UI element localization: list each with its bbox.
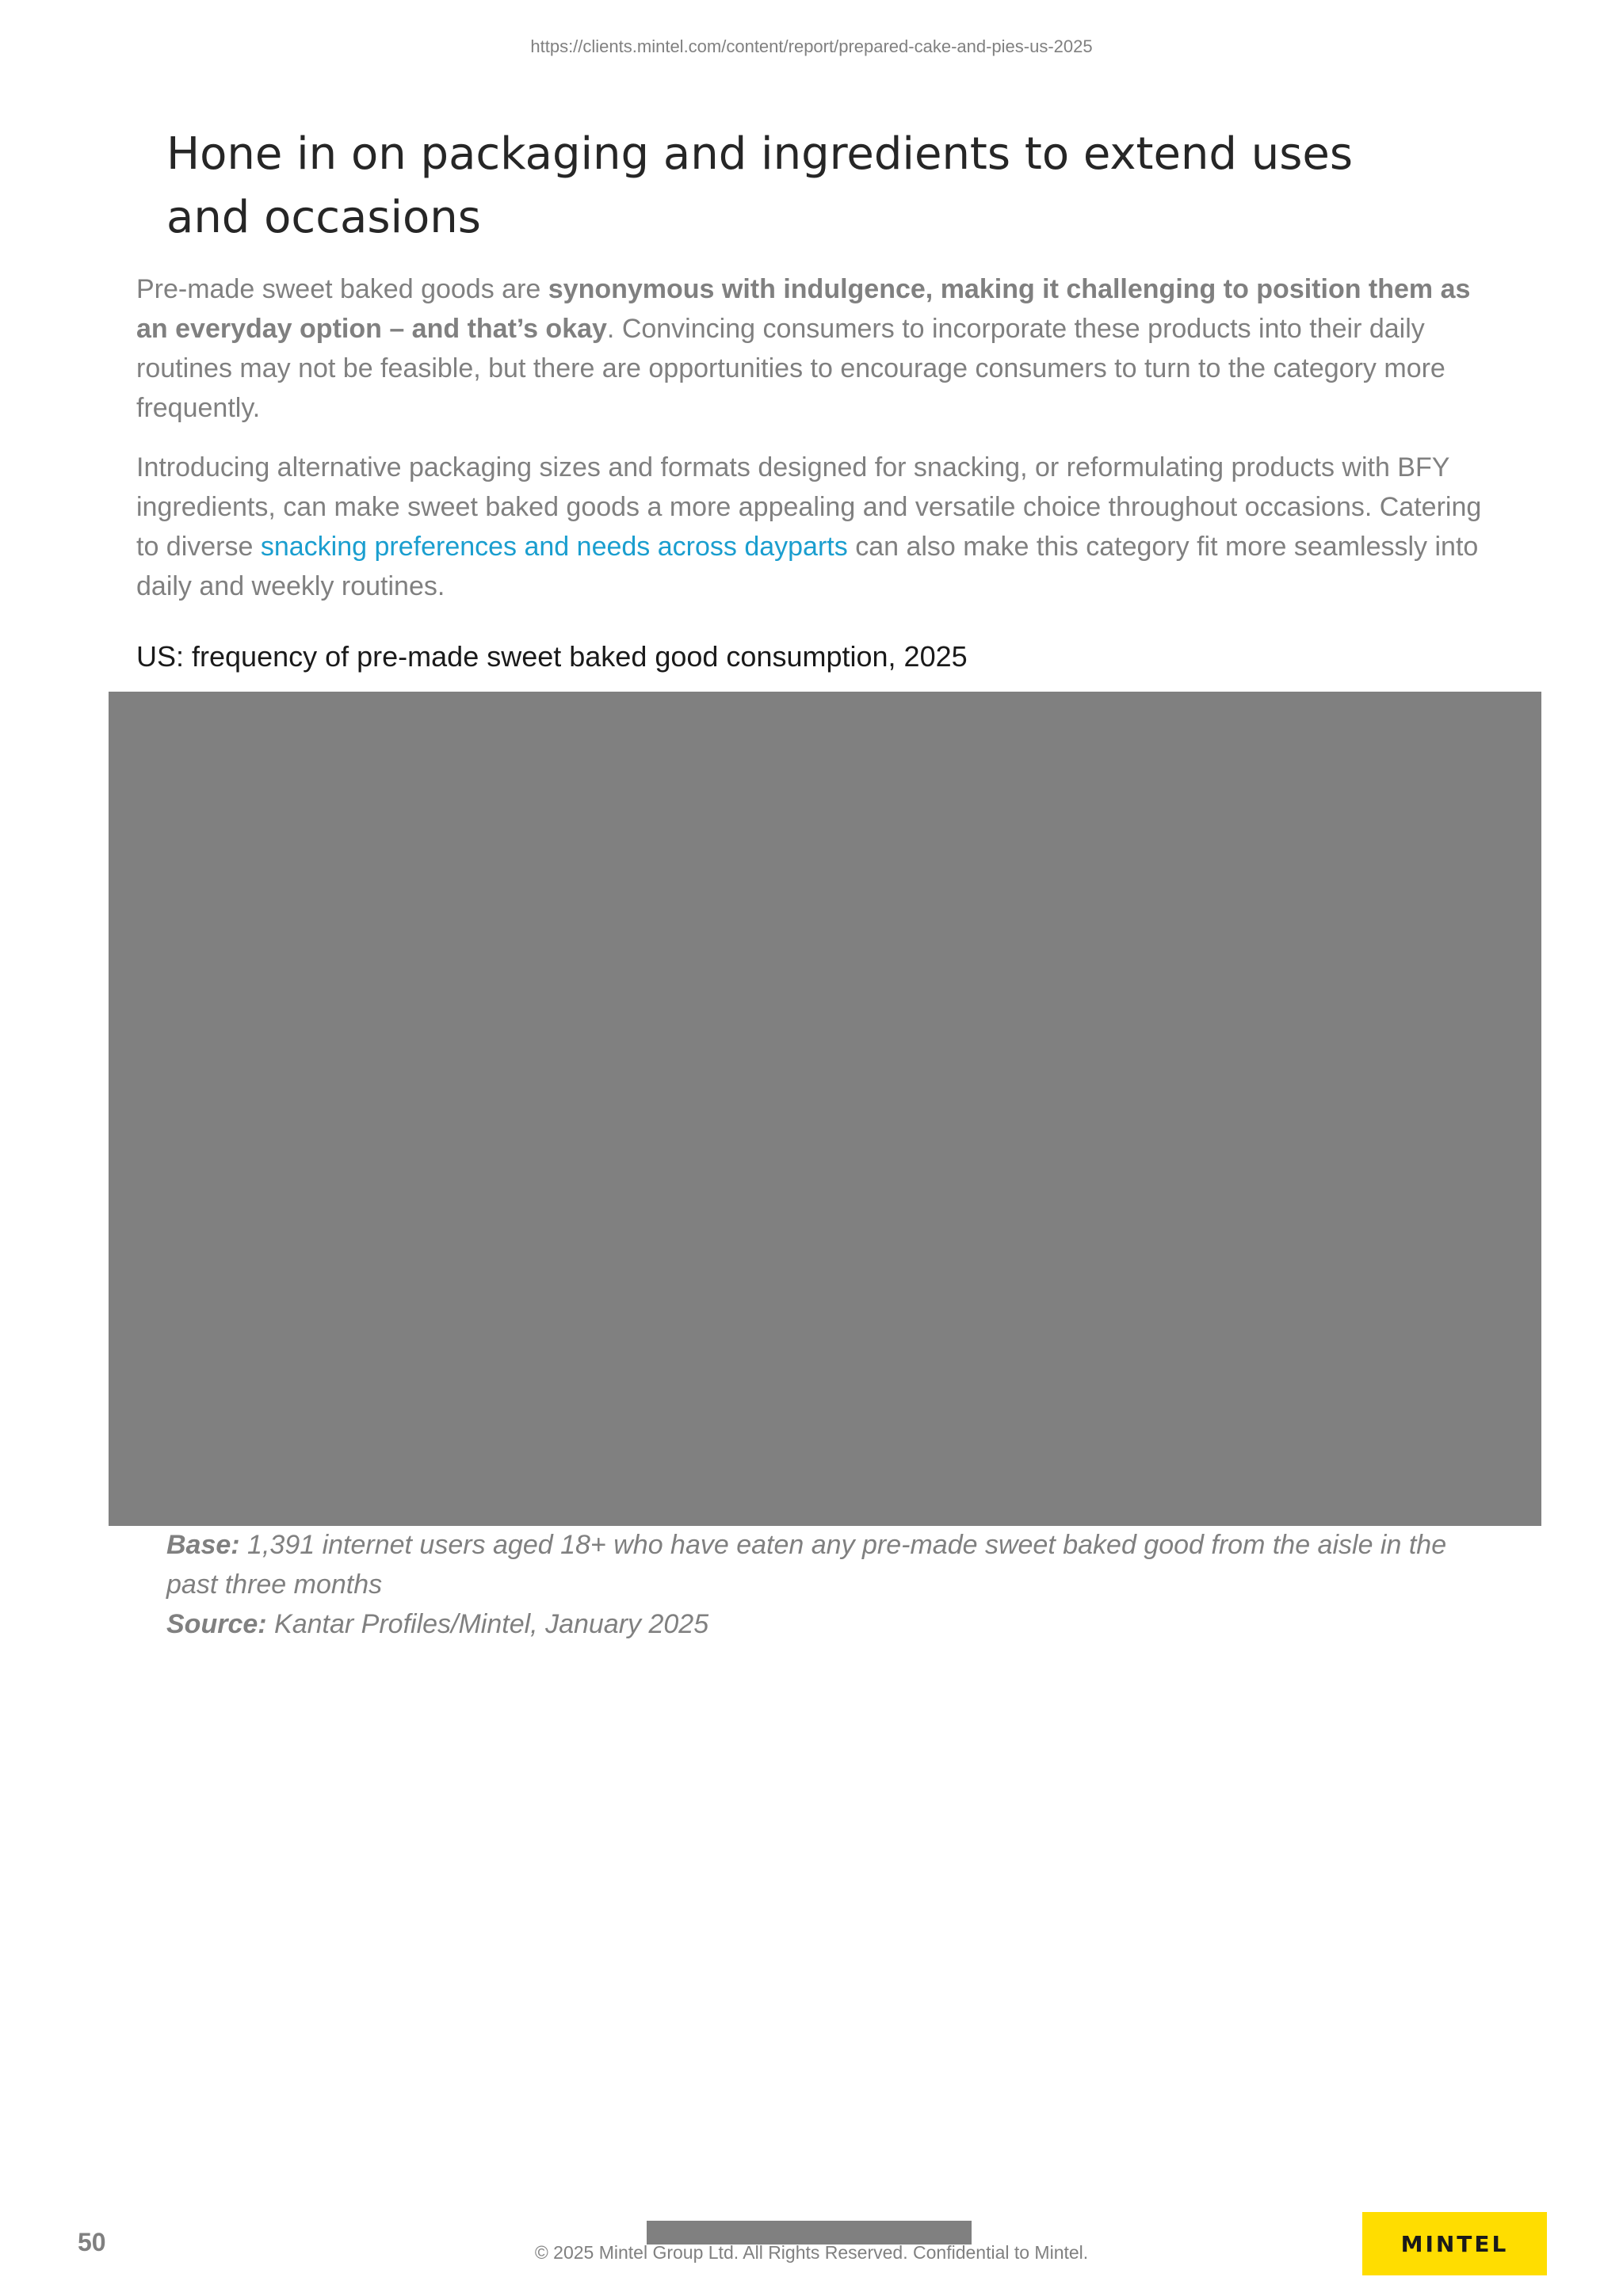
page-number: 50: [78, 2228, 106, 2256]
dayparts-link[interactable]: snacking preferences and needs across dayparts: [260, 532, 848, 562]
base-label: Base:: [166, 1530, 240, 1560]
paragraph-intro-text-end: . Convincing consumers to incorporate these products into their daily routines may not be feasible, but there are opportunities to encourage consumers to turn to the category more frequently.: [136, 314, 1445, 423]
copyright-notice: © 2025 Mintel Group Ltd. All Rights Reserved. Confidential to Mintel.: [534, 2242, 1089, 2263]
chart-title: US: frequency of pre-made sweet baked good consumption, 2025: [136, 640, 968, 673]
source-note: [166, 1604, 1474, 1644]
footer-redaction-bar: [647, 2221, 972, 2245]
page-title: Hone in on packaging and ingredients to extend uses and occasions: [166, 128, 1354, 243]
paragraph-packaging: [136, 448, 1499, 606]
mintel-logo: [1362, 2212, 1547, 2275]
base-text: 1,391 internet users aged 18+ who have eaten any pre-made sweet baked good from the aisle in the past three months: [166, 1530, 1447, 1600]
source-label: Source:: [166, 1609, 267, 1639]
chart-placeholder: [109, 692, 1541, 1526]
base-note: [166, 1525, 1474, 1604]
paragraph-intro-text: Pre-made sweet baked goods are: [136, 274, 548, 304]
paragraph-intro: [136, 269, 1499, 428]
paragraph-packaging-text-end: can also make this category fit more seamlessly into daily and weekly routines.: [136, 532, 1479, 601]
paragraph-intro-emphasis: synonymous with indulgence, making it challenging to position them as an everyday option – and that’s okay: [136, 274, 1471, 344]
source-text: Kantar Profiles/Mintel, January 2025: [266, 1609, 709, 1639]
page-url: https://clients.mintel.com/content/report/prepared-cake-and-pies-us-2025: [530, 36, 1093, 56]
chart-notes: [166, 1525, 1474, 1644]
paragraph-packaging-text: Introducing alternative packaging sizes and formats designed for snacking, or reformulating products with BFY ingredients, can make sweet baked goods a more appealing and versatile choice throughout occasions. Catering to diverse: [136, 452, 1482, 562]
mintel-logo-text: MINTEL: [1400, 2230, 1509, 2257]
